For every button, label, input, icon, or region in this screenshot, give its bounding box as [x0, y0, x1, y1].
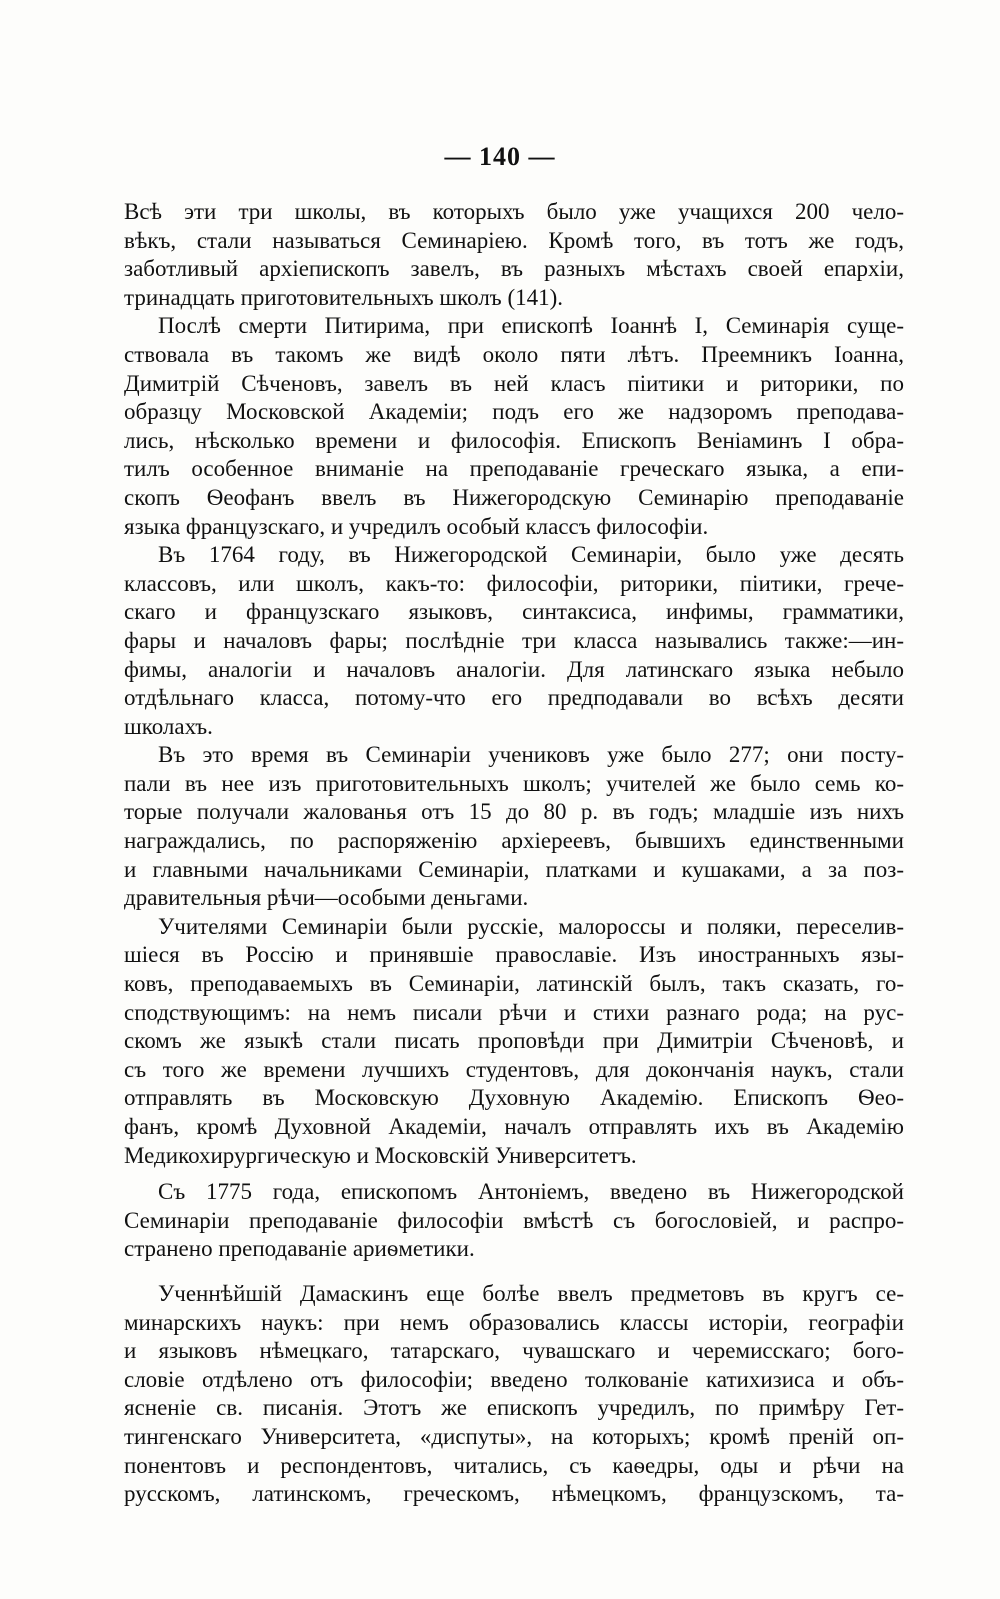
- text-line: образцу Московской Академіи; подъ его же надзоромъ преподава-: [124, 399, 904, 425]
- text-line: тринадцать приготовительныхъ школъ (141).: [124, 284, 564, 310]
- paragraph-5: [124, 913, 904, 1170]
- text-line: вѣкъ, стали называться Семинаріею. Кромѣ того, въ тотъ же годъ,: [124, 227, 904, 253]
- text-line: фары и началовъ фары; послѣдніе три класса назывались также:—ин-: [124, 627, 904, 653]
- text-line: Съ 1775 года, епископомъ Антоніемъ, введено въ Нижегородской: [158, 1179, 904, 1205]
- paragraph-6: [124, 1178, 904, 1264]
- text-line: фимы, аналогіи и началовъ аналогіи. Для латинскаго языка небыло: [124, 656, 904, 682]
- text-line: заботливый архіепископъ завелъ, въ разныхъ мѣстахъ своей епархіи,: [124, 256, 904, 282]
- paragraph-4: [124, 741, 904, 913]
- text-line: и языковъ нѣмецкаго, татарскаго, чувашскаго и черемисскаго; бого-: [124, 1338, 904, 1364]
- text-line: Димитрій Сѣченовъ, завелъ въ ней класъ піитики и риторики, по: [124, 370, 904, 396]
- text-line: сподствующимъ: на немъ писали рѣчи и стихи разнаго рода; на рус-: [124, 999, 904, 1025]
- text-line: Въ это время въ Семинаріи учениковъ уже было 277; они посту-: [158, 742, 904, 768]
- text-line: школахъ.: [124, 713, 213, 739]
- text-line: минарскихъ наукъ: при немъ образовались классы исторіи, географіи: [124, 1309, 904, 1335]
- paragraph-2: [124, 312, 904, 541]
- text-line: Послѣ смерти Питирима, при епископѣ Іоаннѣ I, Семинарія суще-: [158, 313, 904, 339]
- text-line: языка французскаго, и учредилъ особый классъ философіи.: [124, 513, 709, 539]
- text-line: и главными начальниками Семинаріи, платками и кушаками, а за поз-: [124, 856, 904, 882]
- paragraph-1: [124, 198, 904, 312]
- text-line: Семинаріи преподаваніе философіи вмѣстѣ съ богословіей, и распро-: [124, 1207, 904, 1233]
- text-line: русскомъ, латинскомъ, греческомъ, нѣмецкомъ, французскомъ, та-: [124, 1481, 904, 1507]
- text-line: ковъ, преподаваемыхъ въ Семинаріи, латинскій былъ, такъ сказать, го-: [124, 971, 904, 997]
- text-line: дравительныя рѣчи—особыми деньгами.: [124, 885, 529, 911]
- text-line: награждались, по распоряженію архіереевъ, бывшихъ единственными: [124, 828, 904, 854]
- text-line: Въ 1764 году, въ Нижегородской Семинаріи, было уже десять: [158, 542, 904, 568]
- body-text: [124, 198, 904, 1509]
- paragraph-3: [124, 541, 904, 741]
- text-line: пали въ нее изъ приготовительныхъ школъ; учителей же было семь ко-: [124, 770, 904, 796]
- paragraph-7: [124, 1280, 904, 1509]
- text-line: странено преподаваніе ариѳметики.: [124, 1236, 475, 1262]
- text-line: фанъ, кромѣ Духовной Академіи, началъ отправлять ихъ въ Академію: [124, 1114, 904, 1139]
- text-line: Медикохирургическую и Московскій Университетъ.: [124, 1142, 637, 1168]
- text-line: понентовъ и респондентовъ, читались, съ каѳедры, оды и рѣчи на: [124, 1452, 904, 1478]
- text-line: скомъ же языкѣ стали писать проповѣди при Димитріи Сѣченовѣ, и: [124, 1028, 904, 1054]
- text-line: тингенскаго Университета, «диспуты», на которыхъ; кромѣ преній оп-: [124, 1423, 904, 1449]
- text-line: лись, нѣсколько времени и философія. Епископъ Веніаминъ I обра-: [124, 427, 904, 453]
- text-line: скаго и французскаго языковъ, синтаксиса, инфимы, грамматики,: [124, 599, 904, 625]
- text-line: словіе отдѣлено отъ философіи; введено толкованіе катихизиса и объ-: [124, 1366, 904, 1392]
- text-line: Всѣ эти три школы, въ которыхъ было уже учащихся 200 чело-: [124, 199, 904, 224]
- text-line: скопъ Ѳеофанъ ввелъ въ Нижегородскую Семинарію преподаваніе: [124, 484, 904, 510]
- text-line: Учителями Семинаріи были русскіе, малороссы и поляки, переселив-: [158, 913, 904, 939]
- text-line: отправлять въ Московскую Духовную Академію. Епископъ Ѳео-: [124, 1085, 904, 1111]
- text-line: ясненіе св. писанія. Этотъ же епископъ учредилъ, по примѣру Гет-: [124, 1395, 904, 1421]
- text-line: ствовала въ такомъ же видѣ около пяти лѣтъ. Преемникъ Іоанна,: [124, 341, 904, 367]
- page-number: — 140 —: [444, 142, 556, 171]
- text-line: шіеся въ Россію и принявшіе православіе. Изъ иностранныхъ язы-: [124, 942, 904, 968]
- text-line: отдѣльнаго класса, потому-что его предподавали во всѣхъ десяти: [124, 685, 904, 711]
- text-line: съ того же времени лучшихъ студентовъ, для докончанія наукъ, стали: [124, 1056, 904, 1082]
- text-line: торые получали жалованья отъ 15 до 80 р. въ годъ; младшіе изъ нихъ: [124, 799, 904, 825]
- text-line: классовъ, или школъ, какъ-то: философіи, риторики, піитики, грече-: [124, 570, 904, 596]
- text-line: тилъ особенное вниманіе на преподаваніе греческаго языка, а епи-: [124, 456, 904, 482]
- text-line: Ученнѣйшій Дамаскинъ еще болѣе ввелъ предметовъ въ кругъ се-: [158, 1280, 904, 1306]
